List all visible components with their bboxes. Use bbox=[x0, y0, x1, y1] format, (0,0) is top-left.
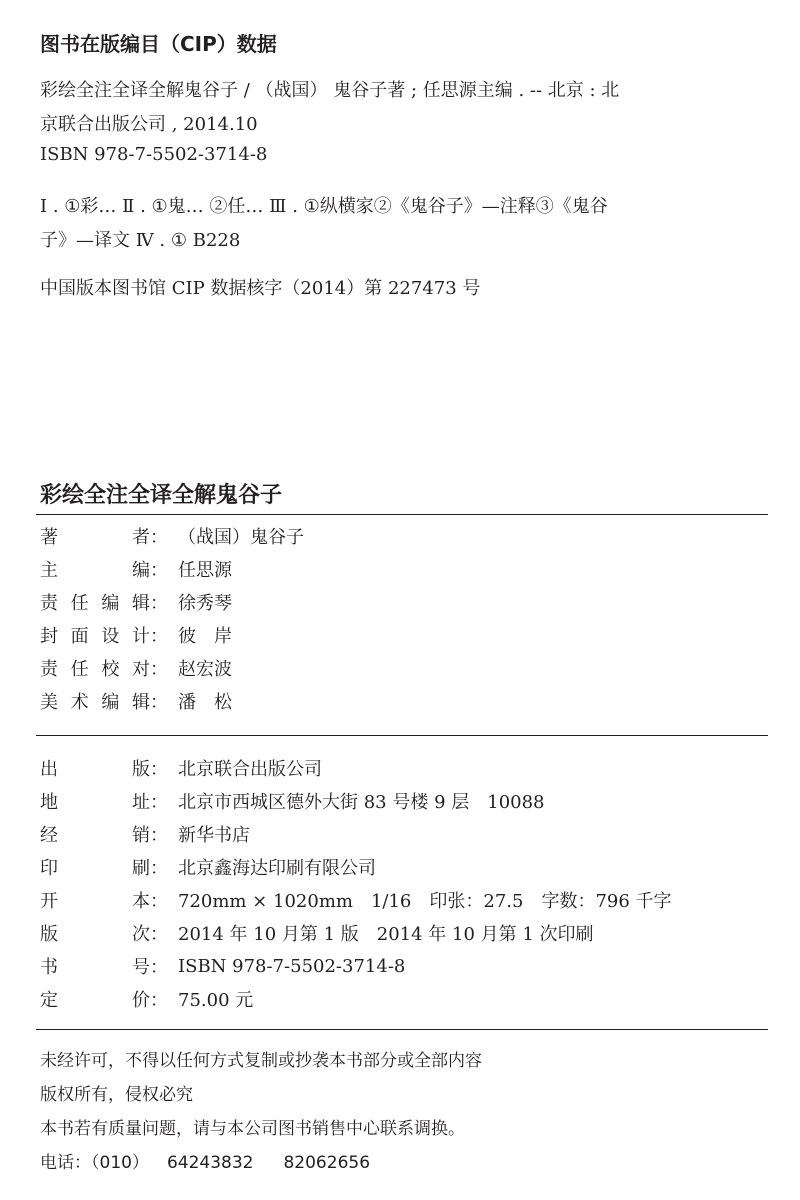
publishing-row bbox=[40, 788, 545, 814]
divider bbox=[36, 735, 768, 736]
phone-number: 82062656 bbox=[283, 1153, 371, 1173]
label-colon: ： bbox=[150, 990, 168, 1011]
label-colon: ： bbox=[150, 759, 168, 780]
publishing-row bbox=[40, 854, 376, 880]
credit-label: 主编 bbox=[40, 560, 150, 581]
publishing-row bbox=[40, 755, 322, 781]
cip-line: 子》—译文 Ⅳ . ① B228 bbox=[40, 230, 241, 251]
phone-label: 电话： bbox=[40, 1153, 91, 1173]
publishing-row bbox=[40, 920, 594, 946]
publishing-value: 新华书店 bbox=[178, 825, 250, 846]
credit-value: 彼 岸 bbox=[178, 626, 232, 647]
quality-notice: 本书若有质量问题，请与本公司图书销售中心联系调换。 bbox=[40, 1119, 465, 1139]
label-colon: ： bbox=[150, 626, 168, 647]
copyright-notice: 未经许可，不得以任何方式复制或抄袭本书部分或全部内容 bbox=[40, 1051, 482, 1071]
credit-row bbox=[40, 688, 232, 714]
credit-row bbox=[40, 622, 232, 648]
label-colon: ： bbox=[150, 858, 168, 879]
label-colon: ： bbox=[150, 692, 168, 713]
label-colon: ： bbox=[150, 891, 168, 912]
cip-line: 彩绘全注全译全解鬼谷子 / （战国） 鬼谷子著 ; 任思源主编 . -- 北京 : 北 bbox=[40, 80, 620, 101]
label-colon: ： bbox=[150, 659, 168, 680]
publishing-row bbox=[40, 986, 253, 1012]
credit-value: 赵宏波 bbox=[178, 659, 232, 680]
publishing-value: ISBN 978-7-5502-3714-8 bbox=[178, 955, 406, 977]
publishing-label: 书号 bbox=[40, 957, 150, 978]
label-colon: ： bbox=[150, 527, 168, 548]
publishing-row bbox=[40, 953, 405, 979]
label-colon: ： bbox=[150, 792, 168, 813]
credit-label: 责任校对 bbox=[40, 659, 150, 680]
publishing-value: 75.00 元 bbox=[178, 990, 254, 1011]
publishing-label: 经销 bbox=[40, 825, 150, 846]
cip-line: 京联合出版公司 , 2014.10 bbox=[40, 114, 258, 135]
credit-row bbox=[40, 655, 232, 681]
cip-data-number-line: 中国版本图书馆 CIP 数据核字（2014）第 227473 号 bbox=[40, 278, 481, 299]
cip-line: ISBN 978-7-5502-3714-8 bbox=[40, 144, 268, 165]
credit-value: 徐秀琴 bbox=[178, 593, 232, 614]
publishing-value: 北京市西城区德外大街 83 号楼 9 层 10088 bbox=[178, 792, 545, 813]
publishing-label: 印刷 bbox=[40, 858, 150, 879]
credit-label: 封面设计 bbox=[40, 626, 150, 647]
cip-heading: 图书在版编目（CIP）数据 bbox=[40, 32, 277, 56]
publishing-row bbox=[40, 821, 250, 847]
phone-line bbox=[40, 1148, 370, 1173]
label-colon: ： bbox=[150, 924, 168, 945]
publishing-label: 开本 bbox=[40, 891, 150, 912]
publishing-label: 定价 bbox=[40, 990, 150, 1011]
credit-row bbox=[40, 589, 232, 615]
divider bbox=[36, 1029, 768, 1030]
publishing-value: 北京鑫海达印刷有限公司 bbox=[178, 858, 376, 879]
copyright-notice: 版权所有，侵权必究 bbox=[40, 1085, 193, 1105]
credit-value: 潘 松 bbox=[178, 692, 232, 713]
publishing-value: 2014 年 10 月第 1 版 2014 年 10 月第 1 次印刷 bbox=[178, 924, 594, 945]
divider bbox=[36, 514, 768, 515]
publishing-value: 720mm × 1020mm 1/16 印张：27.5 字数：796 千字 bbox=[178, 891, 672, 912]
publishing-label: 地址 bbox=[40, 792, 150, 813]
credit-label: 美术编辑 bbox=[40, 692, 150, 713]
credit-value: 任思源 bbox=[178, 560, 232, 581]
publishing-label: 版次 bbox=[40, 924, 150, 945]
credit-value: （战国）鬼谷子 bbox=[178, 527, 304, 548]
label-colon: ： bbox=[150, 957, 168, 978]
phone-number: 64243832 bbox=[166, 1153, 254, 1173]
credit-label: 著者 bbox=[40, 527, 150, 548]
publishing-row bbox=[40, 887, 672, 913]
label-colon: ： bbox=[150, 560, 168, 581]
credit-row bbox=[40, 556, 232, 582]
cip-line: Ⅰ . ①彩… Ⅱ . ①鬼… ②任… Ⅲ . ①纵横家②《鬼谷子》—注释③《鬼谷 bbox=[40, 196, 608, 217]
credit-row bbox=[40, 523, 304, 549]
book-title: 彩绘全注全译全解鬼谷子 bbox=[40, 483, 283, 508]
credit-label: 责任编辑 bbox=[40, 593, 150, 614]
phone-area-code: （010） bbox=[91, 1153, 149, 1173]
label-colon: ： bbox=[150, 593, 168, 614]
label-colon: ： bbox=[150, 825, 168, 846]
publishing-label: 出版 bbox=[40, 759, 150, 780]
publishing-value: 北京联合出版公司 bbox=[178, 759, 322, 780]
